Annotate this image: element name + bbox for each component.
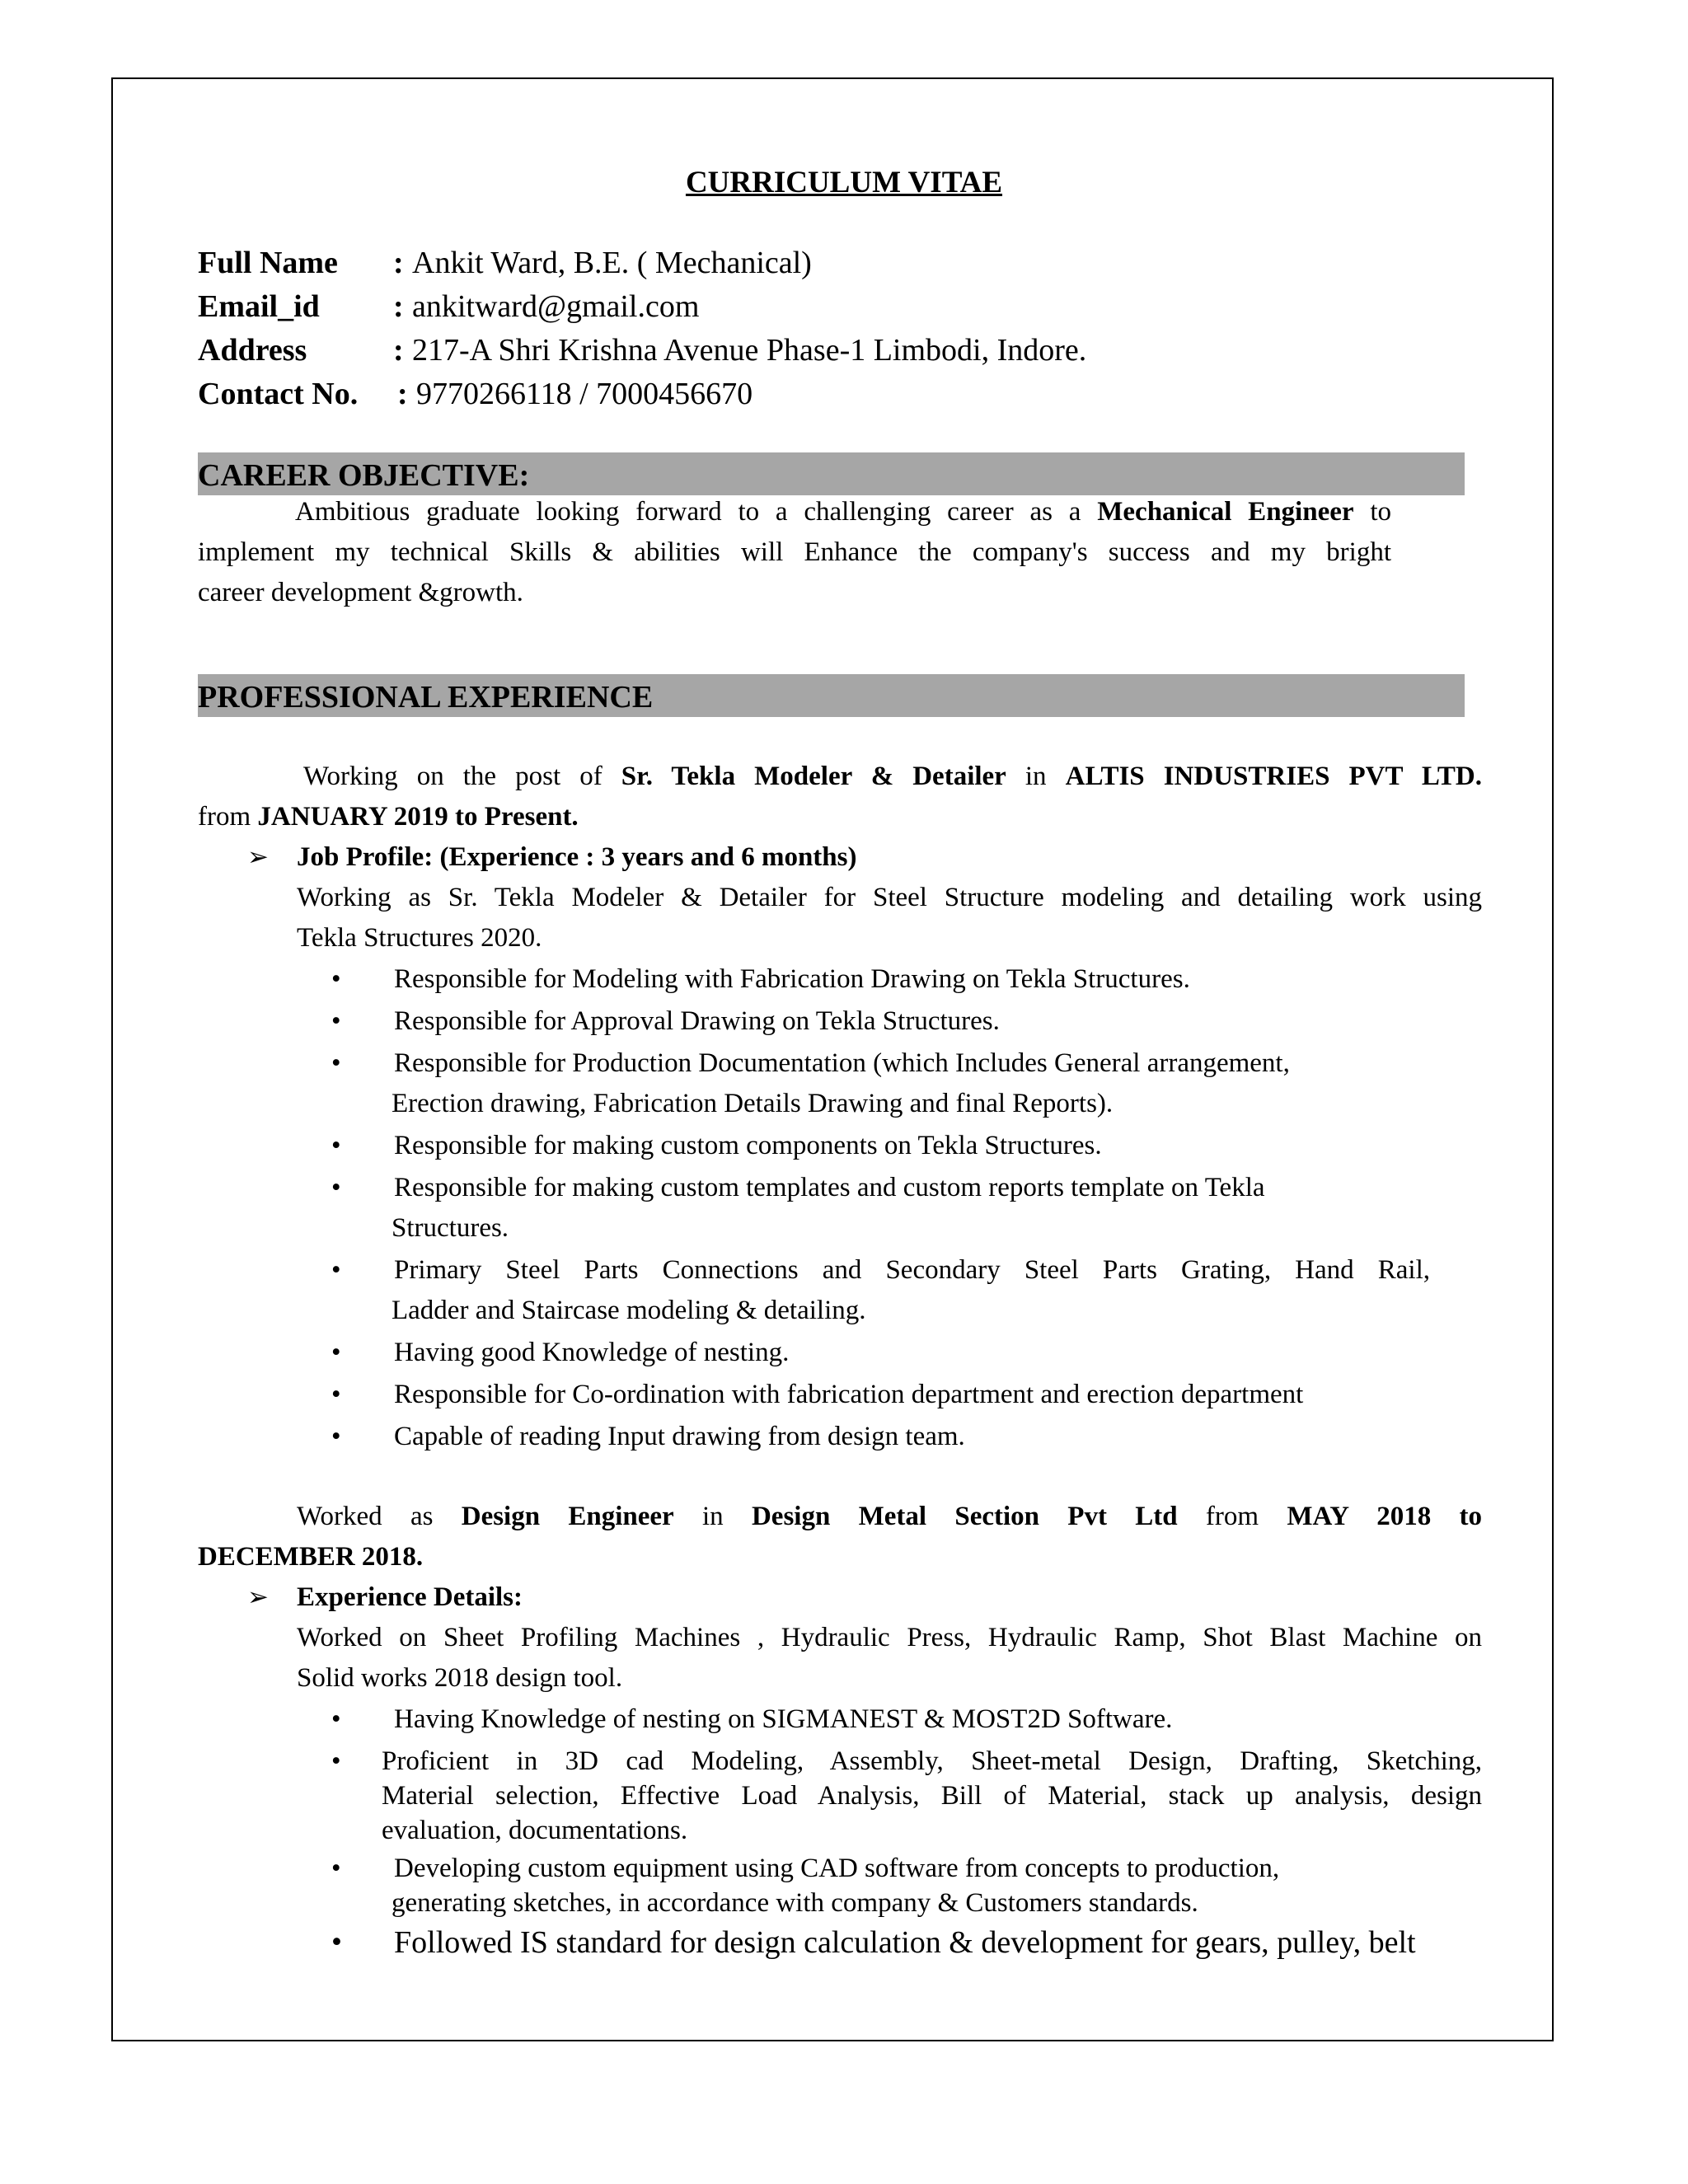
bullet-icon: • (331, 1131, 341, 1160)
full-name-value: Ankit Ward, B.E. ( Mechanical) (412, 246, 812, 280)
job1-bullet-5-line-1: Responsible for making custom templates and custom reports template on Tekla (394, 1173, 1265, 1202)
job2-bullet-2-line-2: Material selection, Effective Load Analysis, Bill of Material, stack up analysis, design (382, 1781, 1482, 1811)
arrow-bullet-icon: ➢ (247, 1582, 269, 1611)
job2-bullet-1: Having Knowledge of nesting on SIGMANEST & MOST2D Software. (394, 1704, 1173, 1734)
job2-details-heading: Experience Details: (297, 1582, 523, 1612)
job1-desc-line-2: Tekla Structures 2020. (297, 923, 542, 953)
bullet-icon: • (331, 1048, 341, 1078)
email-value: ankitward@gmail.com (412, 289, 700, 324)
job1-bullet-3-line-2: Erection drawing, Fabrication Details Drawing and final Reports). (392, 1089, 1114, 1118)
bullet-icon: • (331, 1006, 341, 1036)
address-value: 217-A Shri Krishna Avenue Phase-1 Limbodi, Indore. (412, 333, 1087, 368)
full-name-colon: : (393, 246, 404, 280)
full-name-label: Full Name (198, 246, 338, 280)
job1-bullet-3-line-1: Responsible for Production Documentation (which Includes General arrangement, (394, 1048, 1290, 1078)
professional-experience-heading: PROFESSIONAL EXPERIENCE (198, 680, 654, 715)
bullet-icon: • (331, 1422, 341, 1451)
job2-bullet-3-line-1: Developing custom equipment using CAD software from concepts to production, (394, 1854, 1280, 1883)
job1-desc-line-1: Working as Sr. Tekla Modeler & Detailer for Steel Structure modeling and detailing work using (297, 883, 1482, 912)
career-objective-line-2: implement my technical Skills & abilities will Enhance the company's success and my bright (198, 537, 1391, 567)
bullet-icon: • (331, 1255, 341, 1285)
job2-bullet-3-line-2: generating sketches, in accordance with company & Customers standards. (392, 1888, 1198, 1918)
job2-bullet-2-line-3: evaluation, documentations. (382, 1816, 688, 1845)
job1-bullet-7: Having good Knowledge of nesting. (394, 1338, 790, 1367)
bullet-icon: • (331, 1746, 341, 1776)
job1-bullet-1: Responsible for Modeling with Fabrication Drawing on Tekla Structures. (394, 964, 1190, 994)
bullet-icon: • (331, 1925, 342, 1959)
job2-bullet-2-line-1: Proficient in 3D cad Modeling, Assembly, Sheet-metal Design, Drafting, Sketching, (382, 1746, 1482, 1776)
job1-bullet-5-line-2: Structures. (392, 1213, 509, 1243)
job1-bullet-8: Responsible for Co-ordination with fabrication department and erection department (394, 1380, 1304, 1409)
bullet-icon: • (331, 964, 341, 994)
contact-value: 9770266118 / 7000456670 (416, 377, 753, 411)
job2-bullet-4: Followed IS standard for design calculation & development for gears, pulley, belt (394, 1925, 1416, 1960)
bullet-icon: • (331, 1338, 341, 1367)
career-objective-heading: CAREER OBJECTIVE: (198, 458, 530, 493)
bullet-icon: • (331, 1854, 341, 1883)
professional-experience-heading-bar (198, 674, 1465, 717)
contact-colon: : (397, 377, 408, 411)
career-objective-line-1: Ambitious graduate looking forward to a challenging career as a Mechanical Engineer to (295, 497, 1391, 527)
career-objective-heading-bar (198, 452, 1465, 495)
job2-intro-line-2: DECEMBER 2018. (198, 1542, 424, 1572)
bullet-icon: • (331, 1380, 341, 1409)
job1-bullet-2: Responsible for Approval Drawing on Tekla Structures. (394, 1006, 1000, 1036)
job1-intro-line-2: from JANUARY 2019 to Present. (198, 802, 579, 832)
address-label: Address (198, 333, 307, 368)
job1-bullet-9: Capable of reading Input drawing from design team. (394, 1422, 965, 1451)
arrow-bullet-icon: ➢ (247, 842, 269, 871)
bullet-icon: • (331, 1173, 341, 1202)
job1-bullet-4: Responsible for making custom components on Tekla Structures. (394, 1131, 1102, 1160)
page-title: CURRICULUM VITAE (685, 166, 1003, 199)
job2-intro-line-1: Worked as Design Engineer in Design Metal Section Pvt Ltd from MAY 2018 to (297, 1502, 1482, 1531)
contact-label: Contact No. (198, 377, 359, 411)
job1-bullet-6-line-1: Primary Steel Parts Connections and Secondary Steel Parts Grating, Hand Rail, (394, 1255, 1430, 1285)
job2-desc-line-1: Worked on Sheet Profiling Machines , Hydraulic Press, Hydraulic Ramp, Shot Blast Machine on (297, 1623, 1482, 1652)
career-objective-line-3: career development &growth. (198, 578, 523, 607)
bullet-icon: • (331, 1704, 341, 1734)
job1-profile-heading: Job Profile: (Experience : 3 years and 6 months) (297, 842, 857, 872)
address-colon: : (393, 333, 404, 368)
email-colon: : (393, 289, 404, 324)
job1-bullet-6-line-2: Ladder and Staircase modeling & detailing. (392, 1296, 866, 1325)
job1-intro-line-1: Working on the post of Sr. Tekla Modeler & Detailer in ALTIS INDUSTRIES PVT LTD. (303, 762, 1483, 791)
email-label: Email_id (198, 289, 320, 324)
job2-desc-line-2: Solid works 2018 design tool. (297, 1663, 623, 1693)
